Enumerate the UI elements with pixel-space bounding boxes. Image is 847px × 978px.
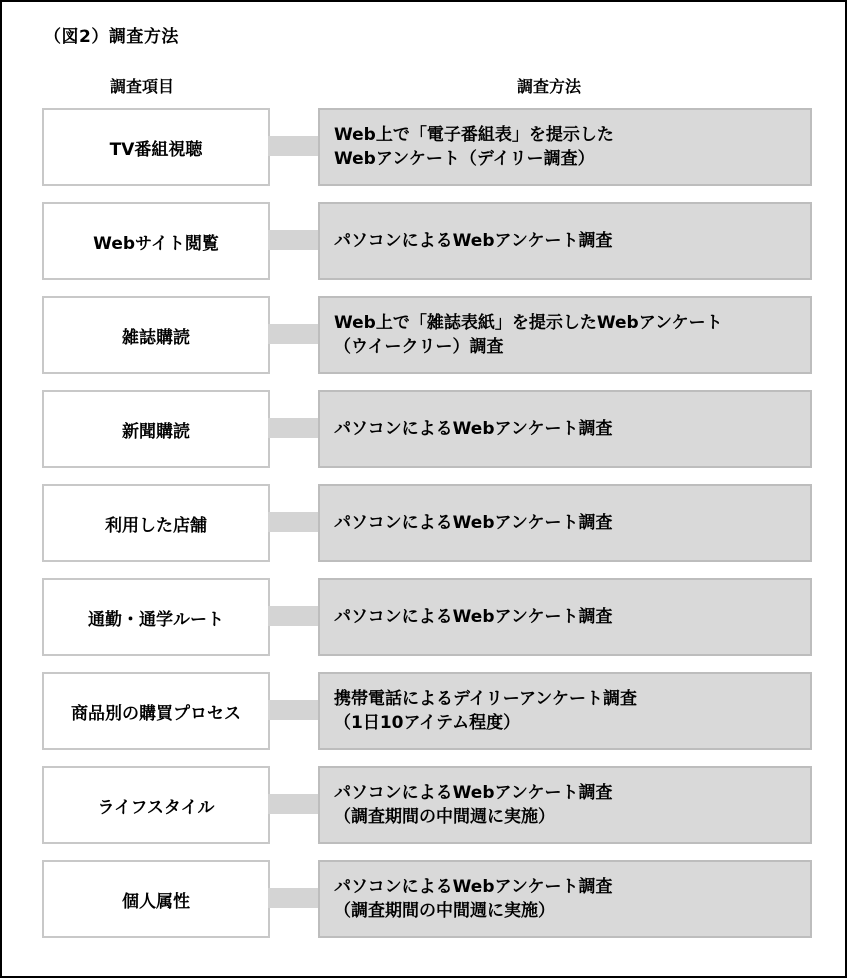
method-line: Webアンケート（デイリー調査） <box>334 149 595 169</box>
survey-row <box>2 108 847 186</box>
method-line: パソコンによるWebアンケート調査 <box>334 877 613 897</box>
survey-item-box: 新聞購読 <box>42 390 270 468</box>
survey-method-box <box>318 484 812 562</box>
survey-item-box: 個人属性 <box>42 860 270 938</box>
survey-row <box>2 672 847 750</box>
survey-method-box <box>318 766 812 844</box>
survey-item-box: ライフスタイル <box>42 766 270 844</box>
method-line: （調査期間の中間週に実施） <box>334 901 555 921</box>
survey-row <box>2 484 847 562</box>
survey-method-box <box>318 860 812 938</box>
connector-bar <box>268 230 318 250</box>
connector-bar <box>268 512 318 532</box>
survey-item-box: 通勤・通学ルート <box>42 578 270 656</box>
survey-item-box: 商品別の購買プロセス <box>42 672 270 750</box>
survey-item-box: TV番組視聴 <box>42 108 270 186</box>
connector-bar <box>268 794 318 814</box>
survey-item-box: Webサイト閲覧 <box>42 202 270 280</box>
survey-method-box <box>318 202 812 280</box>
connector-bar <box>268 136 318 156</box>
survey-row <box>2 202 847 280</box>
survey-row <box>2 860 847 938</box>
connector-bar <box>268 606 318 626</box>
figure-title: （図2）調査方法 <box>44 27 179 47</box>
survey-method-box <box>318 578 812 656</box>
method-line: Web上で「電子番組表」を提示した <box>334 125 614 145</box>
connector-bar <box>268 700 318 720</box>
method-line: パソコンによるWebアンケート調査 <box>334 607 613 627</box>
survey-row <box>2 296 847 374</box>
method-line: （調査期間の中間週に実施） <box>334 807 555 827</box>
survey-row <box>2 766 847 844</box>
method-line: （ウイークリー）調査 <box>334 337 504 357</box>
survey-method-box <box>318 108 812 186</box>
survey-item-box: 利用した店舗 <box>42 484 270 562</box>
method-line: パソコンによるWebアンケート調査 <box>334 231 613 251</box>
method-line: パソコンによるWebアンケート調査 <box>334 419 613 439</box>
survey-row <box>2 390 847 468</box>
method-line: （1日10アイテム程度） <box>334 713 521 733</box>
survey-method-box <box>318 672 812 750</box>
survey-row <box>2 578 847 656</box>
method-line: パソコンによるWebアンケート調査 <box>334 783 613 803</box>
method-line: 携帯電話によるデイリーアンケート調査 <box>334 689 637 709</box>
survey-method-box <box>318 390 812 468</box>
method-line: Web上で「雑誌表紙」を提示したWebアンケート <box>334 313 723 333</box>
connector-bar <box>268 418 318 438</box>
connector-bar <box>268 888 318 908</box>
survey-method-box <box>318 296 812 374</box>
survey-item-box: 雑誌購読 <box>42 296 270 374</box>
column-header-items: 調査項目 <box>110 77 175 96</box>
method-line: パソコンによるWebアンケート調査 <box>334 513 613 533</box>
connector-bar <box>268 324 318 344</box>
column-header-methods: 調査方法 <box>517 77 582 96</box>
